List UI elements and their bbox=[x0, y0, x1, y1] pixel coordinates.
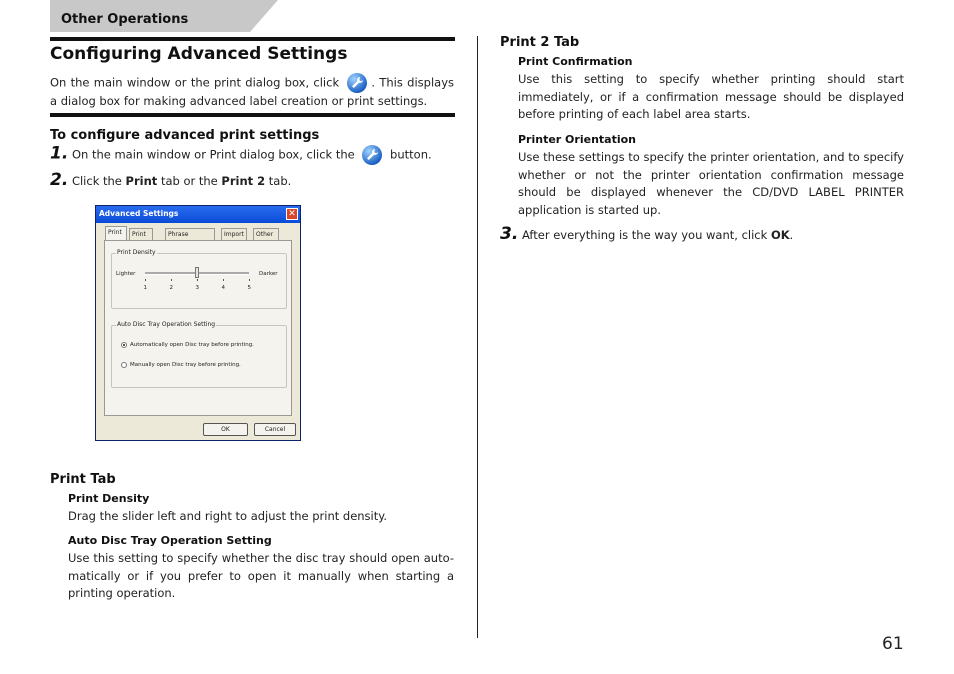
radio-manual-label: Manually open Disc tray before printing. bbox=[130, 362, 241, 368]
step-2-print-tab: Print bbox=[125, 174, 158, 188]
dialog-title-bar bbox=[96, 206, 300, 223]
auto-disc-heading: Auto Disc Tray Operation Setting bbox=[68, 534, 272, 547]
tray-group bbox=[111, 321, 287, 388]
intro-paragraph bbox=[50, 73, 454, 111]
step-2 bbox=[50, 172, 291, 191]
page-number: 61 bbox=[882, 634, 904, 654]
step-2-text-e: tab. bbox=[268, 174, 292, 188]
density-group-label: Print Density bbox=[117, 249, 156, 256]
step-3-ok: OK bbox=[770, 228, 790, 242]
step-3 bbox=[500, 226, 793, 245]
radio-auto[interactable] bbox=[121, 342, 127, 348]
step-1 bbox=[50, 145, 432, 165]
step-1-text: On the main window or Print dialog box, click the bbox=[71, 147, 355, 162]
density-slider-thumb[interactable] bbox=[195, 267, 199, 278]
density-tick-mark bbox=[171, 279, 172, 281]
step-1-number: 1. bbox=[50, 143, 69, 164]
radio-manual[interactable] bbox=[121, 362, 127, 368]
step-1-text-end: button. bbox=[390, 147, 432, 162]
auto-disc-text: Use this setting to specify whether the disc tray should open auto-matically or if you prefer to open it manually when starting a printing operation. bbox=[68, 551, 454, 600]
print-tab-heading: Print Tab bbox=[50, 472, 116, 487]
density-tick-mark bbox=[223, 279, 224, 281]
tab-other[interactable]: Other bbox=[253, 228, 279, 240]
radio-auto-label: Automatically open Disc tray before printing. bbox=[130, 342, 254, 348]
section-header-tab bbox=[50, 0, 278, 32]
density-tick-label: 2 bbox=[169, 285, 173, 291]
tray-group-label: Auto Disc Tray Operation Setting bbox=[117, 321, 216, 328]
density-tick-label: 4 bbox=[221, 285, 225, 291]
lighter-label: Lighter bbox=[116, 271, 136, 277]
tab-print[interactable]: Print bbox=[105, 226, 127, 241]
print-density-heading: Print Density bbox=[68, 492, 150, 505]
density-tick-mark bbox=[197, 279, 198, 281]
ok-button[interactable]: OK bbox=[203, 423, 248, 436]
title-rule-bottom bbox=[50, 113, 455, 117]
page-title: Configuring Advanced Settings bbox=[50, 44, 348, 64]
density-tick-label: 3 bbox=[195, 285, 199, 291]
cancel-button[interactable]: Cancel bbox=[254, 423, 296, 436]
step-3-end: . bbox=[789, 228, 794, 242]
dialog-panel bbox=[104, 240, 292, 416]
step-2-text-c: tab or the bbox=[160, 174, 218, 188]
print-confirmation-text: Use this setting to specify whether printing should start immediately, or if a confirmation message should be displayed before printing of each label area starts. bbox=[518, 72, 904, 121]
density-tick-mark bbox=[145, 279, 146, 281]
close-icon[interactable]: ✕ bbox=[286, 208, 298, 220]
print-density-text: Drag the slider left and right to adjust the print density. bbox=[68, 509, 388, 523]
density-group bbox=[111, 249, 287, 309]
step-3-number: 3. bbox=[500, 224, 519, 244]
density-tick-label: 1 bbox=[143, 285, 147, 291]
darker-label: Darker bbox=[259, 271, 278, 277]
tab-phrase-memory[interactable]: Phrase bbox=[165, 228, 215, 240]
howto-heading: To configure advanced print settings bbox=[50, 128, 320, 143]
step-2-print2-tab: Print 2 bbox=[221, 174, 266, 188]
column-divider bbox=[477, 36, 478, 638]
density-tick-label: 5 bbox=[247, 285, 251, 291]
wrench-icon bbox=[347, 73, 367, 93]
print-confirmation-heading: Print Confirmation bbox=[518, 55, 633, 68]
dialog-title: Advanced Settings bbox=[99, 209, 179, 218]
intro-text-1: On the main window or the print dialog box, click bbox=[50, 75, 340, 90]
intro-text-2: . This displays a dialog box for making advanced label creation or print settings. bbox=[50, 75, 454, 108]
tab-print-2[interactable]: Print bbox=[129, 228, 153, 240]
printer-orientation-text: Use these settings to specify the printer orientation, and to specify whether or not the printer orientation confirmation message should be displayed whenever the CD/DVD LABEL PRINTER application is started up. bbox=[518, 150, 904, 217]
title-rule-top bbox=[50, 37, 455, 41]
wrench-icon bbox=[362, 145, 382, 165]
tab-import[interactable]: Import bbox=[221, 228, 247, 240]
advanced-settings-dialog bbox=[95, 205, 301, 441]
density-tick-mark bbox=[249, 279, 250, 281]
section-header-label: Other Operations bbox=[61, 12, 189, 27]
step-2-text-a: Click the bbox=[71, 174, 122, 188]
printer-orientation-heading: Printer Orientation bbox=[518, 133, 636, 146]
step-2-number: 2. bbox=[50, 170, 69, 190]
step-3-text: After everything is the way you want, click bbox=[521, 228, 768, 242]
print2-heading: Print 2 Tab bbox=[500, 35, 580, 50]
